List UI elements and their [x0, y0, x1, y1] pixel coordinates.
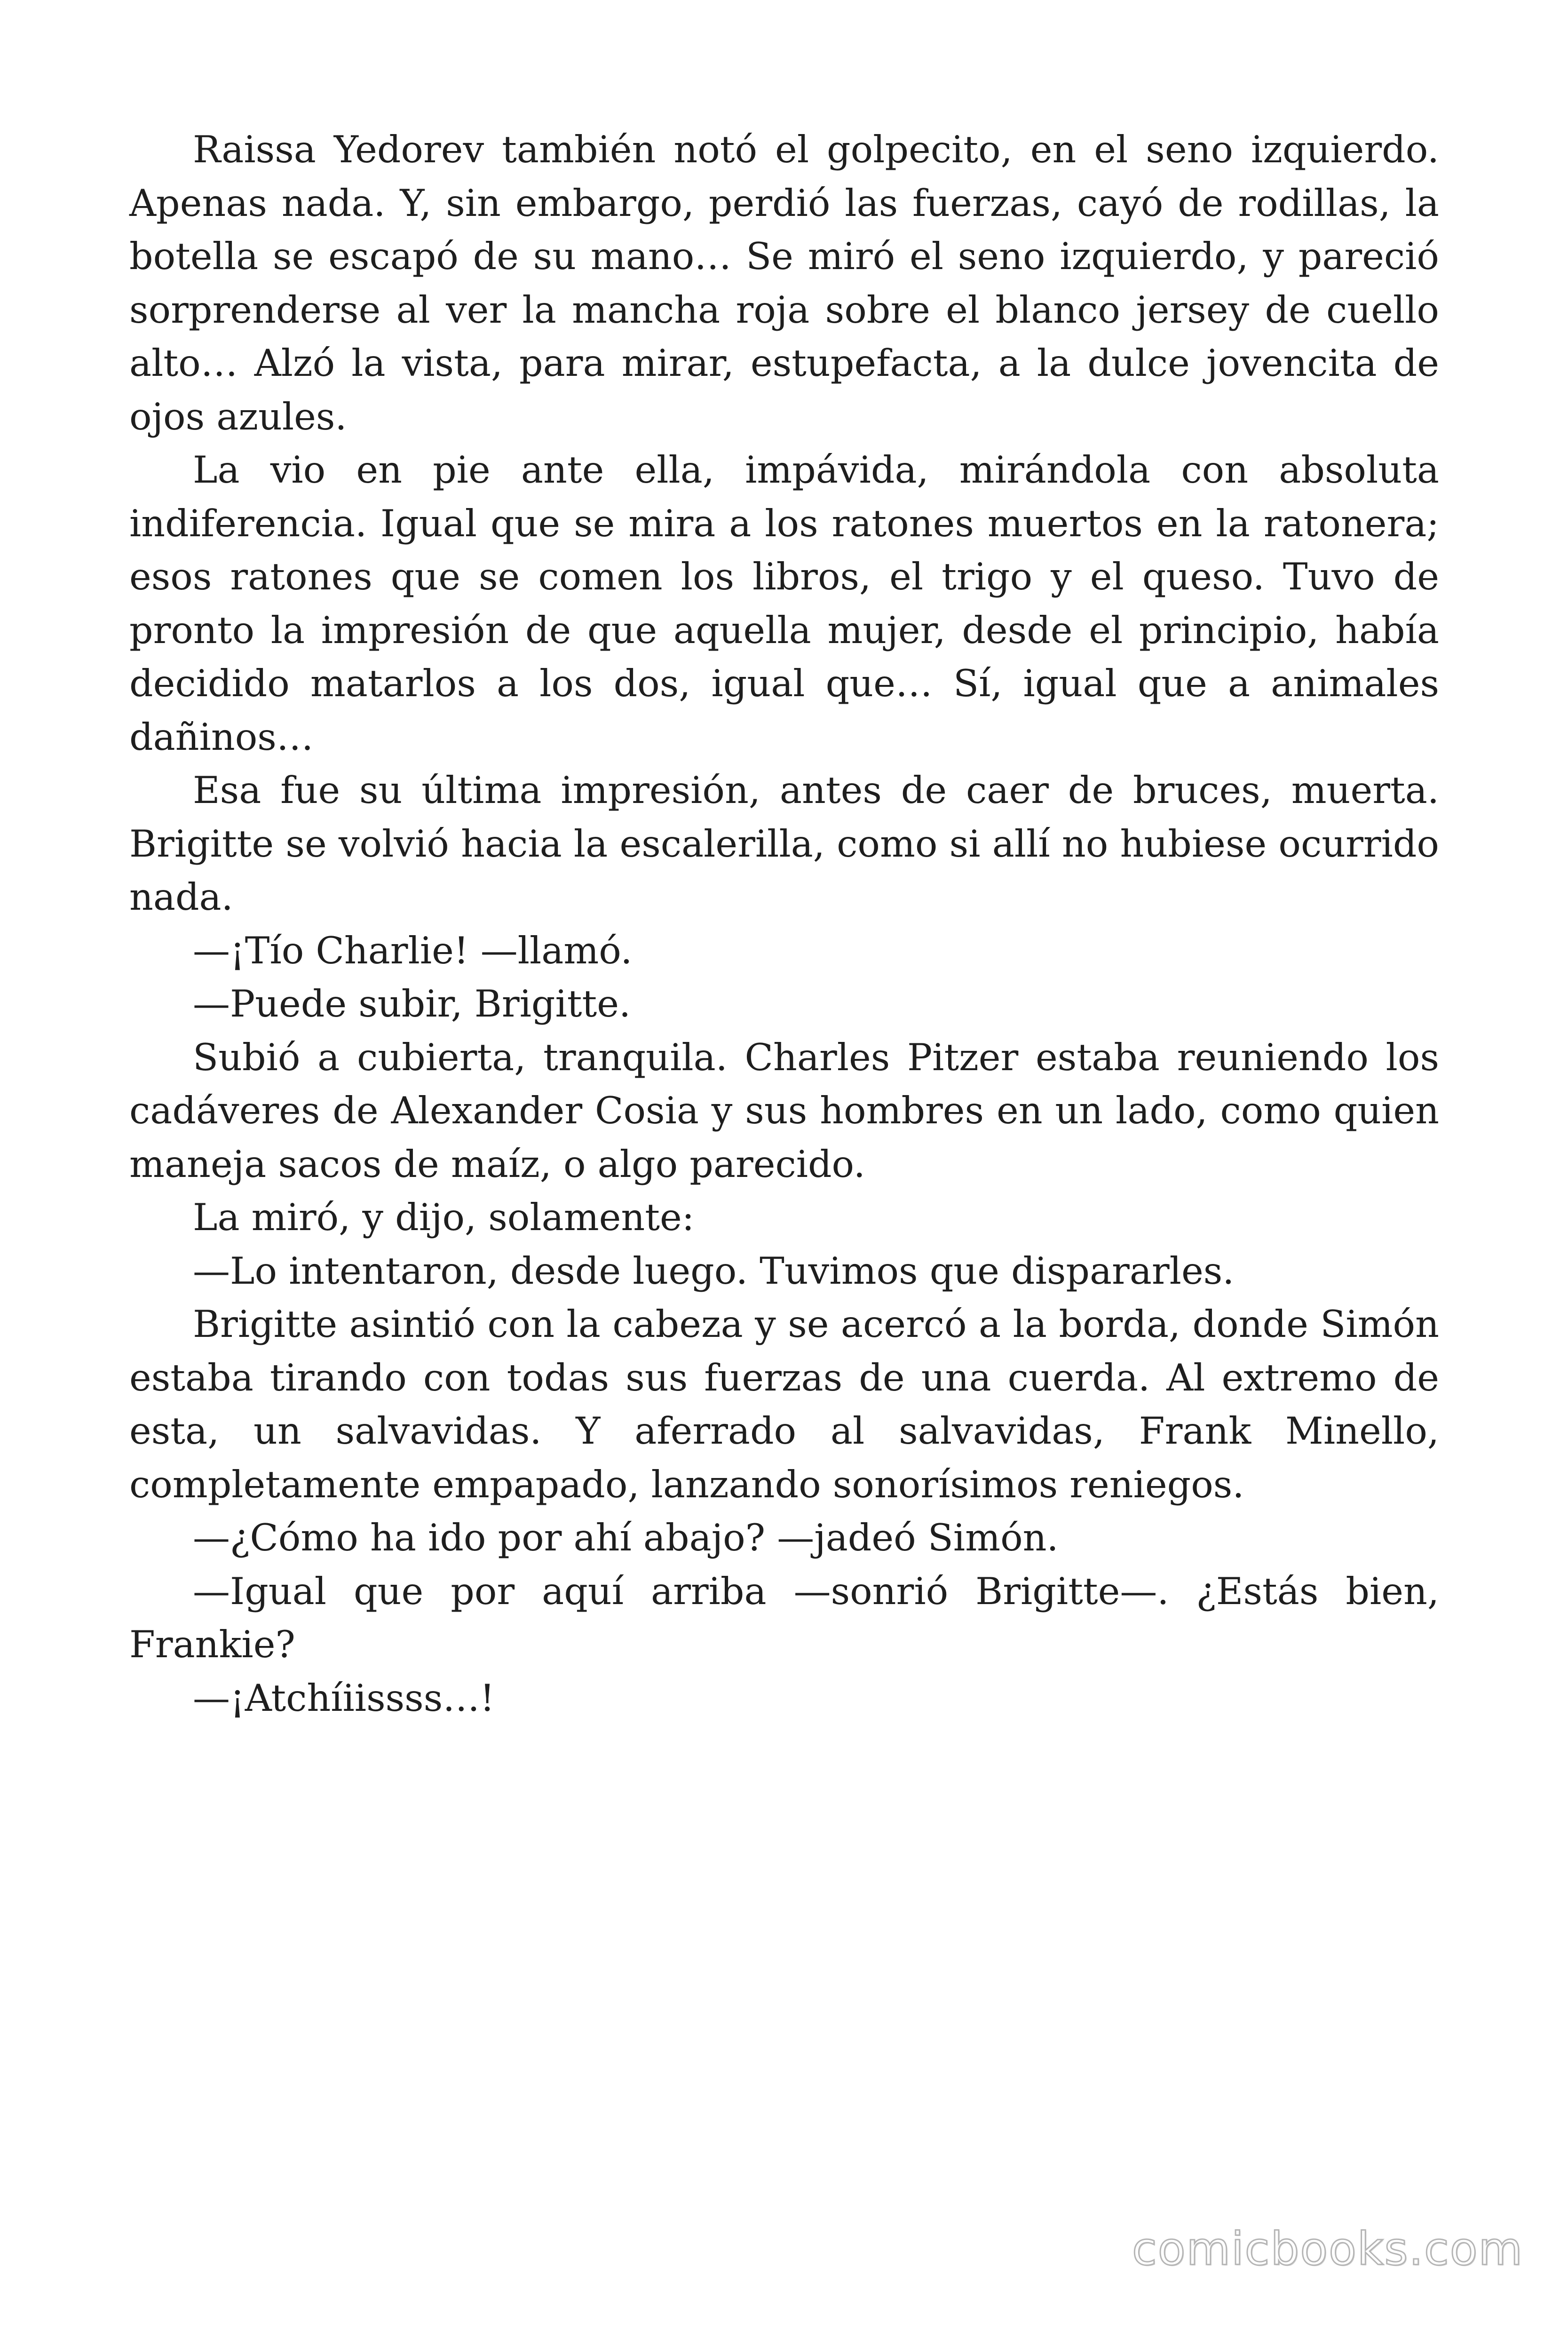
dialogue-line: —¿Cómo ha ido por ahí abajo? —jadeó Simón.: [193, 1516, 1059, 1559]
watermark: comicbooks.com: [1132, 2223, 1523, 2275]
dialogue-line: —Igual que por aquí arriba —sonrió Brigitte—. ¿Estás bien, Frankie?: [129, 1569, 1439, 1666]
dialogue-line: —Puede subir, Brigitte.: [193, 982, 631, 1025]
paragraph: La miró, y dijo, solamente:: [193, 1196, 695, 1239]
dialogue-line: —Lo intentaron, desde luego. Tuvimos que dispararles.: [193, 1249, 1235, 1293]
paragraph: Brigitte asintió con la cabeza y se acercó a la borda, donde Simón estaba tirando con todas sus fuerzas de una cuerda. Al extremo de esta, un salvavidas. Y aferrado al salvavidas, Frank Minello, completamente empapado, lanzando sonorísimos reniegos.: [129, 1303, 1439, 1506]
paragraph: Raissa Yedorev también notó el golpecito, en el seno izquierdo. Apenas nada. Y, sin embargo, perdió las fuerzas, cayó de rodillas, la botella se escapó de su mano… Se miró el seno izquierdo, y pareció sorprenderse al ver la mancha roja sobre el blanco jersey de cuello alto… Alzó la vista, para mirar, estupefacta, a la dulce jovencita de ojos azules.: [129, 128, 1439, 438]
dialogue-line: —¡Tío Charlie! —llamó.: [193, 929, 633, 972]
paragraph: Esa fue su última impresión, antes de caer de bruces, muerta. Brigitte se volvió hacia la escalerilla, como si allí no hubiese ocurrido nada.: [129, 769, 1439, 919]
body-text: [129, 123, 1439, 1725]
paragraph: Subió a cubierta, tranquila. Charles Pitzer estaba reuniendo los cadáveres de Alexander Cosia y sus hombres en un lado, como quien maneja sacos de maíz, o algo parecido.: [129, 1035, 1439, 1186]
dialogue-line: —¡Atchíiissss…!: [193, 1676, 495, 1720]
paragraph: La vio en pie ante ella, impávida, mirándola con absoluta indiferencia. Igual que se mira a los ratones muertos en la ratonera; esos ratones que se comen los libros, el trigo y el queso. Tuvo de pronto la impresión de que aquella mujer, desde el principio, había decidido matarlos a los dos, igual que… Sí, igual que a animales dañinos…: [129, 448, 1439, 759]
